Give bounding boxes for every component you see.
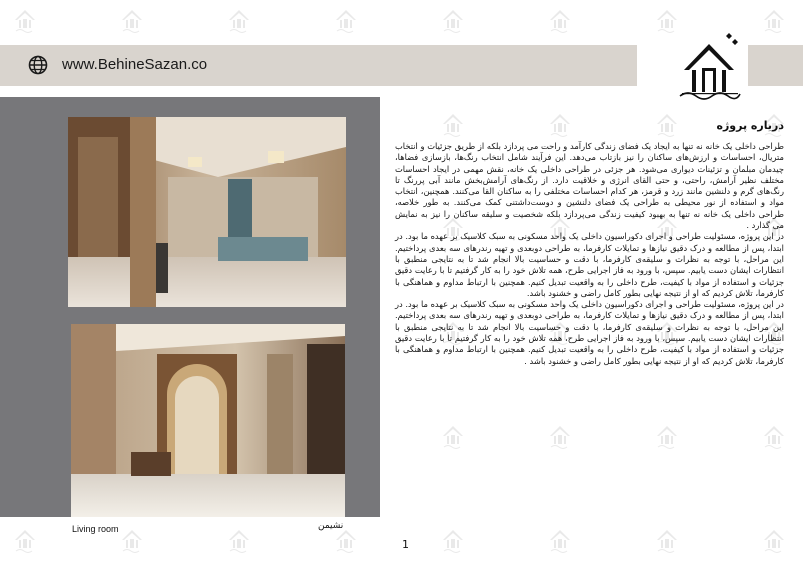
watermark-logo-icon [549, 8, 571, 34]
company-logo [674, 30, 744, 102]
watermark-logo-icon [656, 528, 678, 554]
paragraph-intro: طراحی داخلی یک خانه نه تنها به ایجاد یک فضای زندگی کارآمد و راحت می پردازد بلکه از طریق جزئیات و انتخاب متریال، احساسات و ارزش‌های ساکنان را نیز بازتاب می‌دهد. این فرآیند شامل انتخاب رنگ‌ها، بازسازی فضاها، چیدمان مبلمان و تزئینات دیواری می‌شود. هر جزئی در طراحی داخلی یک خانه، نقش مهمی در ایجاد احساسات مختلف نظیر آرامش، راحتی، و حتی القای انرژی و خلاقیت دارد. از رنگ‌های آرامش‌بخش مانند آبی پررنگ تا رنگ‌های گرم و دلنشین مانند زرد و قرمز، هر کدام احساسات مختلفی را به ساکنان القا می‌کنند. همچنین، انتخاب مواد و استفاده از نور محیطی به طراحی یک فضای دلنشین و دوست‌داشتنی کمک می‌کنند. به طور خلاصه، طراحی داخلی یک خانه نه تنها به بهبود کیفیت زندگی می‌پردازد بلکه شخصیت و سلیقه ساکنان را نیز به نمایش می گذارد . [395, 141, 784, 231]
living-room-photo-2 [71, 324, 345, 517]
watermark-logo-icon [14, 528, 36, 554]
watermark-logo-icon [442, 8, 464, 34]
paragraph-project: در این پروژه، مسئولیت طراحی و اجرای دکوراسیون داخلی یک واحد مسکونی به سبک کلاسیک بر عهده ما بود. در ابتدا، پس از مطالعه و درک دقیق نیازها و تمایلات کارفرما، به طراحی دوبعدی و تهیه رندرهای سه بعدی پرداختیم. این مراحل، با توجه به نظرات و سلیقه‌ی کارفرما، با دقت و حساسیت بالا انجام شد تا به نتایجی منطبق با انتظارات ایشان دست یابیم. سپس، با ورود به فاز اجرایی طرح، همه تلاش خود را به کار گرفتیم تا با رعایت دقیق جزئیات و استفاده از مواد با کیفیت، طرح داخلی را به واقعیت تبدیل کنیم. همچنین با ارتباط مداوم و هماهنگی با کارفرما، تلاش کردیم که او از نتیجه نهایی بطور کامل راضی و خشنود باشد. [395, 231, 784, 298]
section-title: درباره پروژه [716, 119, 784, 132]
watermark-logo-icon [549, 112, 571, 138]
watermark-logo-icon [121, 8, 143, 34]
watermark-logo-icon [14, 8, 36, 34]
watermark-logo-icon [228, 8, 250, 34]
watermark-logo-icon [442, 528, 464, 554]
watermark-logo-icon [763, 528, 785, 554]
page-number: 1 [402, 538, 409, 551]
watermark-logo-icon [763, 424, 785, 450]
watermark-logo-icon [442, 424, 464, 450]
watermark-logo-icon [228, 528, 250, 554]
watermark-logo-icon [656, 424, 678, 450]
watermark-logo-icon [549, 424, 571, 450]
watermark-logo-icon [335, 528, 357, 554]
watermark-logo-icon [656, 112, 678, 138]
header-bar-end [748, 45, 803, 86]
globe-icon [28, 55, 48, 75]
paragraph-project-repeat: در این پروژه، مسئولیت طراحی و اجرای دکوراسیون داخلی یک واحد مسکونی به سبک کلاسیک بر عهده ما بود. در ابتدا، پس از مطالعه و درک دقیق نیازها و تمایلات کارفرما، به طراحی دوبعدی و تهیه رندرهای سه بعدی پرداختیم. این مراحل، با توجه به نظرات و سلیقه‌ی کارفرما، با دقت و حساسیت بالا انجام شد تا به نتایجی منطبق با انتظارات ایشان دست یابیم. سپس، با ورود به فاز اجرایی طرح، همه تلاش خود را به کار گرفتیم تا با رعایت دقیق جزئیات و استفاده از مواد با کیفیت، طرح داخلی را به واقعیت تبدیل کنیم. همچنین با ارتباط مداوم و هماهنگی با کارفرما، تلاش کردیم که او از نتیجه نهایی بطور کامل راضی و خشنود باشد . [395, 299, 784, 366]
caption-english: Living room [72, 524, 119, 534]
watermark-logo-icon [442, 112, 464, 138]
caption-persian: نشیمن [318, 521, 344, 531]
watermark-logo-icon [335, 8, 357, 34]
watermark-logo-icon [549, 528, 571, 554]
website-link[interactable]: www.BehineSazan.co [62, 56, 208, 73]
watermark-logo-icon [121, 528, 143, 554]
living-room-photo-1 [68, 117, 346, 307]
watermark-logo-icon [763, 8, 785, 34]
article-body [395, 141, 784, 367]
